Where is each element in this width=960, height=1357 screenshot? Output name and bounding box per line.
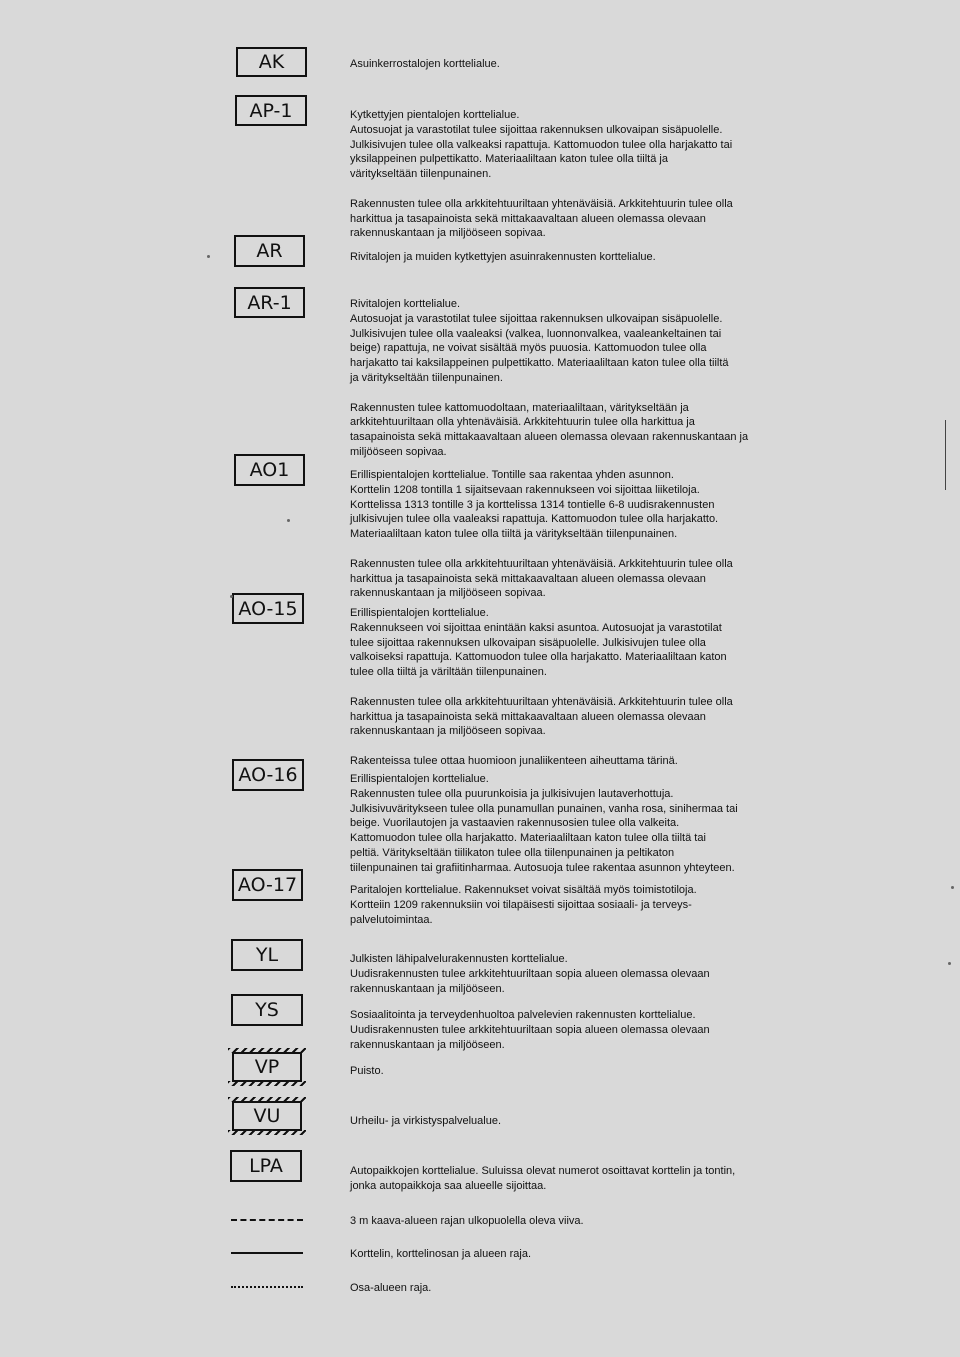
line-text-solid: Korttelin, korttelinosan ja alueen raja. (350, 1248, 531, 1260)
scan-speck (948, 962, 951, 965)
scan-edge-line (945, 420, 946, 490)
line-symbol-solid (231, 1252, 303, 1254)
line-text-dashdot: Osa-alueen raja. (350, 1282, 432, 1294)
legend-text-ar: Rivitalojen ja muiden kytkettyjen asuinrakennusten korttelialue. (350, 251, 656, 263)
code-box-ao1: AO1 (234, 454, 305, 486)
code-box-ap-1: AP-1 (235, 95, 307, 126)
legend-text-lpa: Autopaikkojen korttelialue. Suluissa olevat numerot osoittavat korttelin ja tontin, jonka autopaikkoja saa alueelle sijoittaa. (350, 1165, 736, 1192)
legend-text-ao-17: Paritalojen korttelialue. Rakennukset voivat sisältää myös toimistotiloja. Kortteiin 1209 rakennuksiin voi tilapäisesti sijoittaa sosiaali- ja terveys- palvelutoimintaa. (350, 884, 697, 926)
legend-text-vp: Puisto. (350, 1065, 384, 1077)
code-box-ao-16: AO-16 (232, 759, 304, 791)
scan-speck (951, 886, 954, 889)
code-box-lpa: LPA (230, 1150, 302, 1182)
code-box-ar-1: AR-1 (234, 287, 305, 318)
code-box-ao-15: AO-15 (232, 593, 304, 624)
code-box-ys: YS (231, 994, 303, 1026)
legend-text-ao-15: Erillispientalojen korttelialue. Rakennukseen voi sijoittaa enintään kaksi asuntoa. Autosuojat ja varastotilat tulee sijoittaa rakennuksen ulkovaipan sisäpuolelle. Julkisivujen tulee olla valkoiseksi rapattuja. Kattomuodon tulee olla harjakatto. Materiaaliltaan katon tulee olla tiiltä ja väriltään tiilenpunainen. Rakennusten tulee olla arkkitehtuuriltaan yhtenäväisiä. Arkkitehtuurin tulee olla harkittua ja tasapainoista sekä mittakaavaltaan alueen olemassa olevaan rakennuskantaan ja miljööseen sopivaa. Rakenteissa tulee ottaa huomioon junaliikenteen aiheuttama tärinä. (350, 607, 733, 767)
code-box-ao-17: AO-17 (232, 869, 303, 901)
legend-text-ap-1: Kytkettyjen pientalojen korttelialue. Autosuojat ja varastotilat tulee sijoittaa rakennuksen ulkovaipan sisäpuolelle. Julkisivujen tulee olla valkeaksi rapattuja. Kattomuodon tulee olla harjakatto tai yksilappeinen pulpettikatto. Materiaaliltaan katon tulee olla tiiltä ja väritykseltään tiilenpunainen. Rakennusten tulee olla arkkitehtuuriltaan yhtenäväisiä. Arkkitehtuurin tulee olla harkittua ja tasapainoista sekä mittakaavaltaan alueen olemassa olevaan rakennuskantaan ja miljööseen sopivaa. (350, 109, 733, 240)
scan-speck (207, 255, 210, 258)
legend-text-yl: Julkisten lähipalvelurakennusten korttelialue. Uudisrakennusten tulee arkkitehtuuriltaan sopia alueen olemassa olevaan rakennuskantaan ja miljööseen. (350, 953, 710, 995)
line-text-dashed: 3 m kaava-alueen rajan ulkopuolella oleva viiva. (350, 1215, 584, 1227)
legend-text-ar-1: Rivitalojen korttelialue. Autosuojat ja varastotilat tulee sijoittaa rakennuksen ulkovaipan sisäpuolelle. Julkisivujen tulee olla vaaleaksi (valkea, luonnonvalkea, vaaleankeltainen tai beige) rapattuja, ne voivat sisältää myös puuosia. Kattomuodon tulee olla harjakatto tai kaksilappeinen pulpettikatto. Materiaaliltaan katon tulee olla tiiltä ja väritykseltään tiilenpunainen. Rakennusten tulee kattomuodoltaan, materiaaliltaan, väritykseltään ja arkkitehtuuriltaan olla yhtenäväisiä. Arkkitehtuurin tulee olla harkittua ja tasapainoista sekä mittakaavaltaan alueen olemassa olevaan rakennuskantaan ja miljööseen sopivaa. (350, 298, 749, 458)
scan-speck (287, 519, 290, 522)
code-box-vu: VU (232, 1101, 302, 1131)
legend-text-vu: Urheilu- ja virkistyspalvelualue. (350, 1115, 502, 1127)
line-symbol-dashed (231, 1219, 303, 1221)
code-box-yl: YL (231, 939, 303, 971)
legend-text-ys: Sosiaalitointa ja terveydenhuoltoa palvelevien rakennusten korttelialue. Uudisrakennusten tulee arkkitehtuuriltaan sopia alueen olemassa olevaan rakennuskantaan ja miljööseen. (350, 1009, 710, 1051)
legend-text-ao-16: Erillispientalojen korttelialue. Rakennusten tulee olla puurunkoisia ja julkisivujen lautaverhottuja. Julkisivuväritykseen tulee olla punamullan punainen, vanha rosa, sinihermaa tai beige. Vuorilautojen ja vastaavien rakennusosien tulee olla valkeita. Kattomuodon tulee olla harjakatto. Materiaaliltaan katon tulee olla tiiltä tai peltiä. Väritykseltään tiilikaton tulee olla tiilenpunainen ja peltikaton tiilenpunainen tai grafiitinharmaa. Autosuoja tulee rakentaa asunnon yhteyteen. (350, 773, 738, 874)
scan-speck (230, 595, 233, 598)
line-symbol-dashdot (231, 1286, 303, 1288)
code-box-vp: VP (232, 1052, 302, 1082)
code-box-ak: AK (236, 47, 307, 77)
legend-text-ao1: Erillispientalojen korttelialue. Tontille saa rakentaa yhden asunnon. Korttelin 1208 tontilla 1 sijaitsevaan rakennukseen voi sijoittaa liiketiloja. Korttelissa 1313 tontille 3 ja korttelissa 1314 tontielle 6-8 uudisrakennusten julkisivujen tulee olla vaaleaksi rapattuja. Kattomuodon tulee olla harjakatto. Materiaaliltaan katon tulee olla tiiltä ja väritykseltään tiilenpunainen. Rakennusten tulee olla arkkitehtuuriltaan yhtenäväisiä. Arkkitehtuurin tulee olla harkittua ja tasapainoista sekä mittakaavaltaan alueen olemassa olevaan rakennuskantaan ja miljööseen sopivaa. (350, 469, 733, 600)
legend-text-ak: Asuinkerrostalojen korttelialue. (350, 58, 500, 70)
code-box-ar: AR (234, 235, 305, 267)
